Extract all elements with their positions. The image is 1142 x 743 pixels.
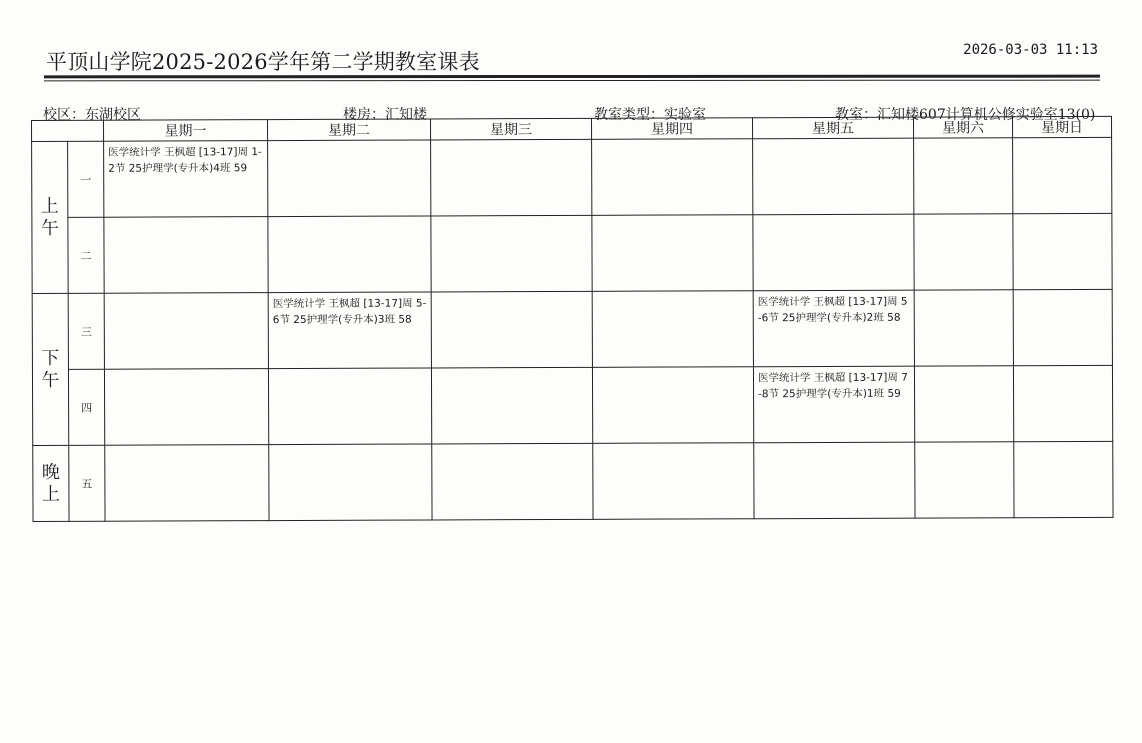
empty-cell bbox=[105, 445, 269, 522]
empty-cell bbox=[431, 215, 592, 292]
period-afternoon: 下 午 bbox=[32, 293, 69, 445]
period-morning: 上 午 bbox=[32, 141, 69, 293]
empty-cell bbox=[914, 214, 1013, 290]
empty-cell bbox=[104, 369, 268, 446]
empty-cell bbox=[915, 442, 1014, 518]
course-entry: 医学统计学 王枫超 [13-17]周 7-8节 25护理学(专升本)1班 59 bbox=[757, 371, 908, 401]
campus-info: 校区：东湖校区 bbox=[43, 107, 141, 123]
course-entry: 医学统计学 王枫超 [13-17]周 1-2节 25护理学(专升本)4班 59 bbox=[108, 146, 262, 175]
empty-cell bbox=[431, 291, 592, 368]
header-rule-thick bbox=[44, 75, 1100, 79]
empty-cell bbox=[431, 367, 592, 444]
timetable bbox=[31, 116, 1114, 522]
day-header-tue: 星期二 bbox=[268, 119, 431, 141]
print-timestamp: 2026-03-03 11:13 bbox=[963, 42, 1098, 58]
course-cell bbox=[268, 292, 431, 369]
slot-label: 一 bbox=[68, 141, 104, 217]
empty-cell bbox=[1014, 441, 1113, 517]
page-title: 平顶山学院2025-2026学年第二学期教室课表 bbox=[46, 50, 480, 74]
empty-cell bbox=[914, 366, 1013, 442]
empty-cell bbox=[268, 140, 431, 217]
empty-cell bbox=[431, 139, 592, 216]
empty-cell bbox=[754, 442, 915, 519]
day-header-fri: 星期五 bbox=[752, 117, 913, 139]
table-row bbox=[32, 213, 1112, 293]
course-entry: 医学统计学 王枫超 [13-17]周 5-6节 25护理学(专升本)3班 58 bbox=[272, 297, 427, 327]
slot-label: 二 bbox=[68, 217, 104, 293]
empty-cell bbox=[592, 291, 753, 368]
building-info: 楼房：汇知楼 bbox=[343, 107, 427, 123]
day-header-sun: 星期日 bbox=[1012, 116, 1111, 137]
course-cell bbox=[104, 141, 268, 218]
empty-cell bbox=[592, 139, 753, 216]
empty-cell bbox=[104, 217, 268, 294]
day-header-mon: 星期一 bbox=[104, 120, 268, 142]
empty-cell bbox=[268, 368, 431, 445]
slot-label: 五 bbox=[69, 445, 105, 521]
empty-cell bbox=[593, 443, 754, 520]
empty-cell bbox=[1013, 365, 1112, 441]
empty-cell bbox=[432, 443, 593, 520]
empty-cell bbox=[1013, 289, 1112, 365]
corner-cell bbox=[32, 120, 104, 141]
room-type-info: 教室类型：实验室 bbox=[594, 107, 706, 123]
period-evening: 晚 上 bbox=[33, 445, 69, 521]
day-header-thu: 星期四 bbox=[591, 118, 752, 140]
empty-cell bbox=[592, 367, 753, 444]
table-row bbox=[32, 289, 1112, 369]
empty-cell bbox=[914, 290, 1013, 366]
empty-cell bbox=[269, 444, 432, 521]
table-row bbox=[32, 365, 1112, 445]
day-header-sat: 星期六 bbox=[913, 117, 1012, 138]
course-cell bbox=[753, 290, 914, 367]
empty-cell bbox=[104, 293, 268, 370]
empty-cell bbox=[1013, 213, 1112, 289]
slot-label: 三 bbox=[68, 293, 104, 369]
table-row bbox=[32, 137, 1112, 217]
day-header-wed: 星期三 bbox=[430, 118, 591, 140]
empty-cell bbox=[592, 215, 753, 292]
empty-cell bbox=[268, 216, 431, 293]
header-rule-thin bbox=[44, 80, 1100, 82]
empty-cell bbox=[753, 214, 914, 291]
table-row bbox=[33, 441, 1113, 521]
room-info: 教室：汇知楼607计算机公修实验室13(0) bbox=[835, 107, 1096, 123]
timetable-table bbox=[31, 116, 1114, 522]
empty-cell bbox=[914, 138, 1013, 214]
empty-cell bbox=[753, 138, 914, 215]
course-entry: 医学统计学 王枫超 [13-17]周 5-6节 25护理学(专升本)2班 58 bbox=[757, 295, 908, 325]
course-cell bbox=[753, 366, 914, 443]
empty-cell bbox=[1013, 137, 1112, 213]
slot-label: 四 bbox=[68, 369, 104, 445]
